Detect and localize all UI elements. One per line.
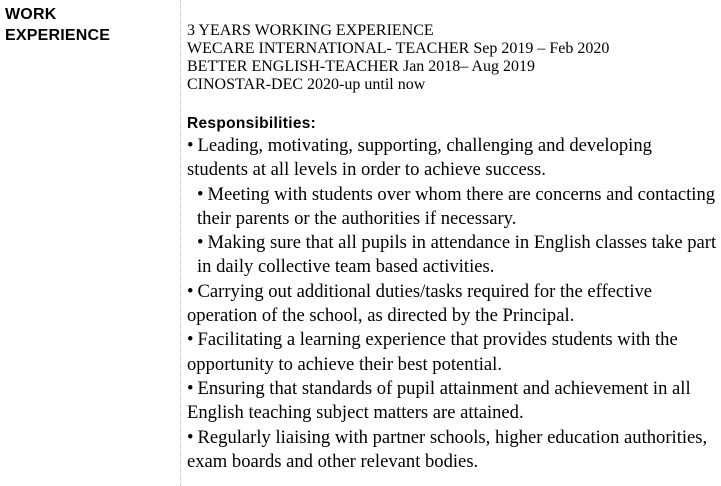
list-item-text: Meeting with students over whom there are concerns and contacting their parents or the authorities if necessary. [197, 183, 716, 229]
list-item [187, 134, 717, 183]
job-entry-cinostar: CINOSTAR-DEC 2020-up until now [187, 76, 426, 93]
bullet-icon: • [197, 183, 204, 205]
section-heading-line-2: EXPERIENCE [5, 27, 111, 44]
list-item [187, 183, 717, 232]
bullet-icon: • [197, 232, 204, 254]
section-heading [5, 4, 175, 46]
bullet-icon: • [187, 377, 194, 399]
list-item-text: Carrying out additional duties/tasks required for the effective operation of the school, as directed by the Principal. [187, 280, 653, 327]
list-item [187, 377, 717, 426]
bullet-icon: • [187, 426, 194, 448]
list-item [187, 426, 717, 475]
column-divider [180, 0, 181, 486]
list-item-text: Leading, motivating, supporting, challenging and developing students at all levels in order to achieve success. [187, 135, 652, 181]
responsibilities-title: Responsibilities: [187, 115, 317, 132]
list-item [187, 280, 717, 329]
experience-content [187, 22, 717, 474]
list-item-text: Facilitating a learning experience that provides students with the opportunity to achieve their best potential. [187, 329, 678, 375]
section-heading-line-1: WORK [5, 6, 57, 23]
job-entry-better-english: BETTER ENGLISH-TEACHER Jan 2018– Aug 2019 [187, 58, 535, 75]
bullet-icon: • [187, 135, 194, 156]
list-item-text: Making sure that all pupils in attendance in English classes take part in daily collective team based activities. [197, 232, 717, 278]
list-item [187, 231, 717, 280]
list-item-text: Regularly liaising with partner schools, higher education authorities, exam boards and other relevant bodies. [187, 426, 708, 472]
list-item [187, 328, 717, 377]
bullet-icon: • [187, 280, 194, 302]
responsibilities-list [187, 134, 717, 474]
list-item-text: Ensuring that standards of pupil attainment and achievement in all English teaching subject matters are attained. [187, 377, 691, 424]
experience-summary: 3 YEARS WORKING EXPERIENCE [187, 22, 434, 39]
job-entry-wecare: WECARE INTERNATIONAL- TEACHER Sep 2019 – Feb 2020 [187, 40, 610, 57]
bullet-icon: • [187, 329, 194, 351]
